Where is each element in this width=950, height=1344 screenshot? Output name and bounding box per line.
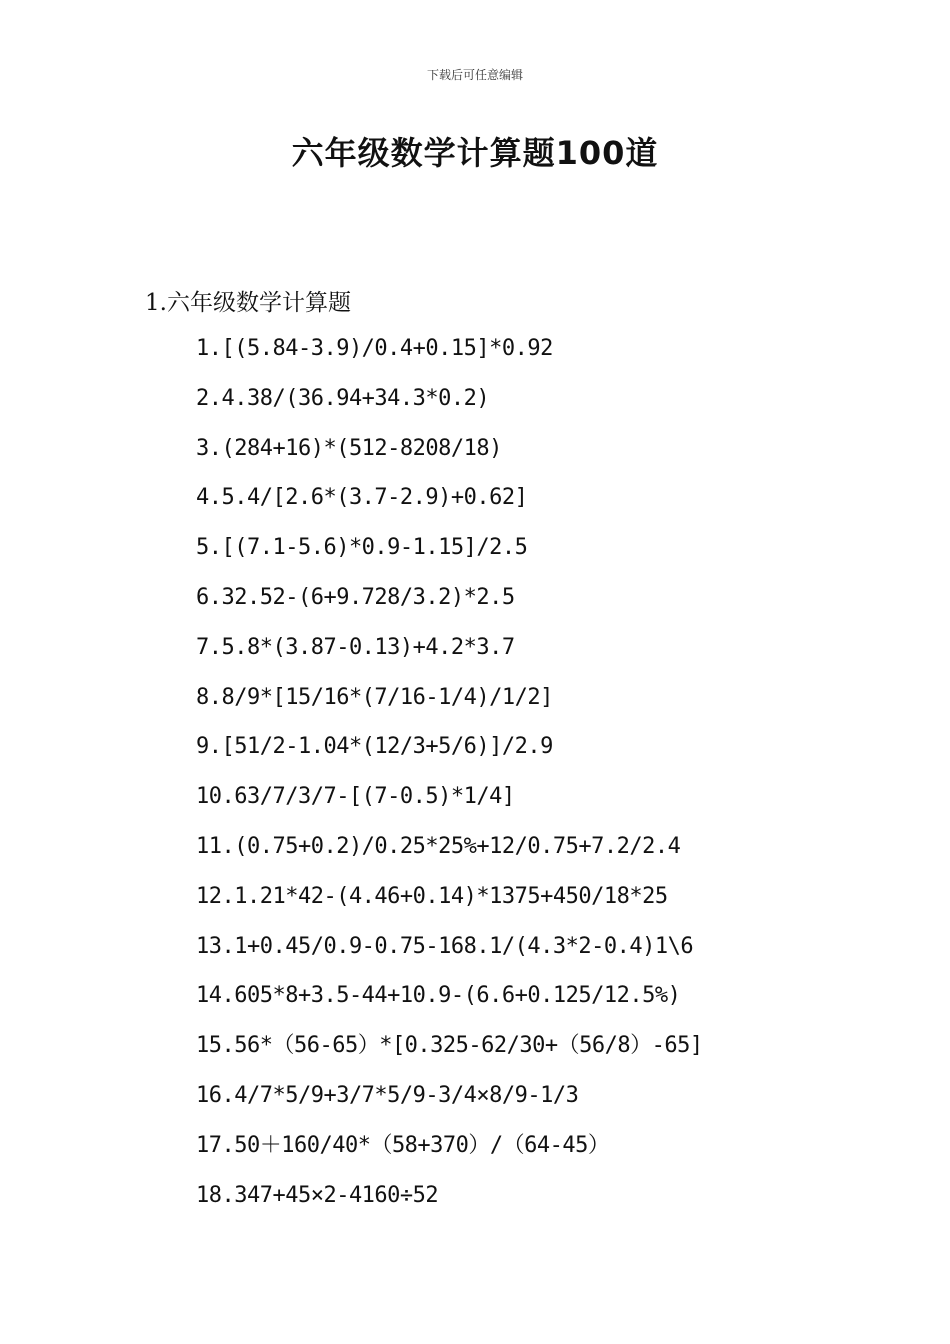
problem-item: 17.50＋160/40*（58+370）/（64-45）: [196, 1132, 610, 1158]
problem-item: 7.5.8*(3.87-0.13)+4.2*3.7: [196, 634, 515, 660]
problem-item: 9.[51/2-1.04*(12/3+5/6)]/2.9: [196, 734, 553, 760]
problem-item: 15.56*（56-65）*[0.325-62/30+（56/8）-65]: [196, 1033, 703, 1059]
problem-item: 2.4.38/(36.94+34.3*0.2): [196, 385, 490, 411]
problem-item: 1.[(5.84-3.9)/0.4+0.15]*0.92: [196, 336, 553, 361]
problem-item: 18.347+45×2-4160÷52: [196, 1182, 439, 1208]
problem-item: 10.63/7/3/7-[(7-0.5)*1/4]: [196, 784, 515, 810]
problem-item: 14.605*8+3.5-44+10.9-(6.6+0.125/12.5%): [196, 983, 681, 1009]
section-heading: 1.六年级数学计算题: [145, 290, 351, 316]
problem-item: 3.(284+16)*(512-8208/18): [196, 435, 502, 461]
problem-list: [196, 333, 703, 1229]
problem-item: 5.[(7.1-5.6)*0.9-1.15]/2.5: [196, 535, 528, 561]
problem-item: 11.(0.75+0.2)/0.25*25%+12/0.75+7.2/2.4: [196, 833, 681, 859]
page-title: 六年级数学计算题100道: [291, 134, 659, 172]
problem-item: 13.1+0.45/0.9-0.75-168.1/(4.3*2-0.4)1\6: [196, 933, 694, 959]
problem-item: 8.8/9*[15/16*(7/16-1/4)/1/2]: [196, 684, 553, 710]
problem-item: 4.5.4/[2.6*(3.7-2.9)+0.62]: [196, 485, 528, 511]
problem-item: 6.32.52-(6+9.728/3.2)*2.5: [196, 584, 515, 610]
problem-item: 12.1.21*42-(4.46+0.14)*1375+450/18*25: [196, 883, 668, 909]
problem-item: 16.4/7*5/9+3/7*5/9-3/4×8/9-1/3: [196, 1082, 579, 1108]
header-note: 下载后可任意编辑: [426, 68, 523, 82]
